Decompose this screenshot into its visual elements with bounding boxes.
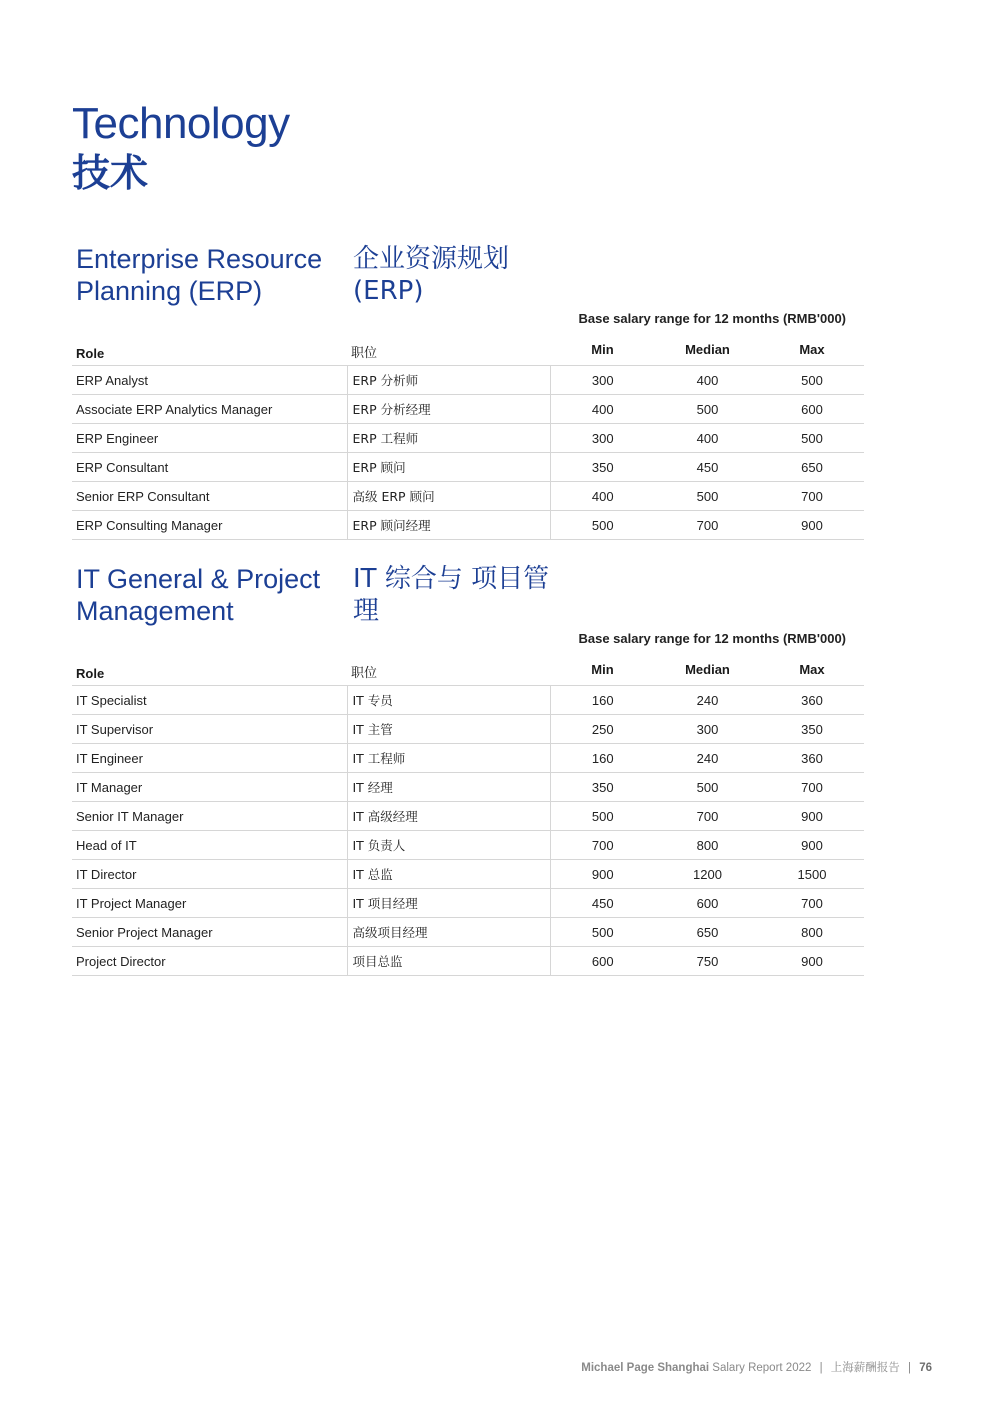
max-salary-cell: 700 bbox=[760, 773, 864, 802]
footer-brand: Michael Page Shanghai bbox=[581, 1362, 710, 1374]
table-row bbox=[72, 395, 864, 424]
role-zh-cell: IT 总监 bbox=[347, 860, 550, 889]
column-header-max: Max bbox=[760, 333, 864, 366]
section-heading-en: IT General & Project Management bbox=[76, 564, 321, 626]
role-zh-cell: IT 负责人 bbox=[347, 831, 550, 860]
role-zh-cell: IT 项目经理 bbox=[347, 889, 550, 918]
min-salary-cell: 160 bbox=[550, 744, 655, 773]
min-salary-cell: 300 bbox=[550, 424, 655, 453]
min-salary-cell: 350 bbox=[550, 773, 655, 802]
section-heading bbox=[72, 563, 864, 633]
min-salary-cell: 350 bbox=[550, 453, 655, 482]
role-cell: ERP Consultant bbox=[72, 453, 347, 482]
column-header-max: Max bbox=[760, 653, 864, 686]
max-salary-cell: 360 bbox=[760, 686, 864, 715]
min-salary-cell: 500 bbox=[550, 918, 655, 947]
median-salary-cell: 400 bbox=[655, 424, 760, 453]
role-zh-cell: ERP 分析师 bbox=[347, 366, 550, 395]
min-salary-cell: 500 bbox=[550, 802, 655, 831]
max-salary-cell: 900 bbox=[760, 511, 864, 540]
max-salary-cell: 360 bbox=[760, 744, 864, 773]
max-salary-cell: 500 bbox=[760, 366, 864, 395]
page-title-en: Technology bbox=[72, 99, 290, 148]
role-cell: Project Director bbox=[72, 947, 347, 976]
min-salary-cell: 700 bbox=[550, 831, 655, 860]
column-header-role: Role bbox=[72, 653, 347, 686]
table-row bbox=[72, 802, 864, 831]
role-cell: IT Project Manager bbox=[72, 889, 347, 918]
role-zh-cell: ERP 顾问经理 bbox=[347, 511, 550, 540]
max-salary-cell: 700 bbox=[760, 482, 864, 511]
role-zh-cell: ERP 工程师 bbox=[347, 424, 550, 453]
role-zh-cell: IT 工程师 bbox=[347, 744, 550, 773]
max-salary-cell: 900 bbox=[760, 802, 864, 831]
median-salary-cell: 500 bbox=[655, 482, 760, 511]
role-cell: IT Manager bbox=[72, 773, 347, 802]
min-salary-cell: 500 bbox=[550, 511, 655, 540]
max-salary-cell: 800 bbox=[760, 918, 864, 947]
median-salary-cell: 500 bbox=[655, 773, 760, 802]
max-salary-cell: 900 bbox=[760, 947, 864, 976]
role-cell: IT Supervisor bbox=[72, 715, 347, 744]
median-salary-cell: 450 bbox=[655, 453, 760, 482]
min-salary-cell: 400 bbox=[550, 395, 655, 424]
table-row bbox=[72, 860, 864, 889]
footer-report: Salary Report 2022 bbox=[712, 1362, 812, 1374]
role-zh-cell: IT 经理 bbox=[347, 773, 550, 802]
median-salary-cell: 600 bbox=[655, 889, 760, 918]
role-cell: ERP Consulting Manager bbox=[72, 511, 347, 540]
role-cell: Senior Project Manager bbox=[72, 918, 347, 947]
median-salary-cell: 1200 bbox=[655, 860, 760, 889]
min-salary-cell: 400 bbox=[550, 482, 655, 511]
role-zh-cell: ERP 顾问 bbox=[347, 453, 550, 482]
section-heading-en: Enterprise Resource Planning (ERP) bbox=[76, 244, 323, 306]
max-salary-cell: 900 bbox=[760, 831, 864, 860]
role-zh-cell: IT 高级经理 bbox=[347, 802, 550, 831]
table-row bbox=[72, 744, 864, 773]
role-cell: ERP Engineer bbox=[72, 424, 347, 453]
section-heading-zh: IT 综合与 项目管理 bbox=[353, 564, 550, 626]
role-cell: Senior ERP Consultant bbox=[72, 482, 347, 511]
role-cell: Senior IT Manager bbox=[72, 802, 347, 831]
role-cell: IT Engineer bbox=[72, 744, 347, 773]
it-section bbox=[72, 563, 864, 973]
table-row bbox=[72, 773, 864, 802]
column-header-median: Median bbox=[655, 333, 760, 366]
min-salary-cell: 600 bbox=[550, 947, 655, 976]
min-salary-cell: 250 bbox=[550, 715, 655, 744]
salary-range-caption: Base salary range for 12 months (RMB'000) bbox=[578, 631, 846, 646]
table-row bbox=[72, 453, 864, 482]
column-header-role-zh: 职位 bbox=[347, 333, 550, 366]
table-row bbox=[72, 366, 864, 395]
median-salary-cell: 240 bbox=[655, 686, 760, 715]
role-cell: ERP Analyst bbox=[72, 366, 347, 395]
footer-report-zh: 上海薪酬报告 bbox=[830, 1360, 900, 1374]
max-salary-cell: 1500 bbox=[760, 860, 864, 889]
role-zh-cell: 高级 ERP 顾问 bbox=[347, 482, 550, 511]
erp-salary-table bbox=[72, 333, 864, 540]
table-row bbox=[72, 715, 864, 744]
max-salary-cell: 500 bbox=[760, 424, 864, 453]
erp-section bbox=[72, 243, 864, 535]
role-cell: Associate ERP Analytics Manager bbox=[72, 395, 347, 424]
table-row bbox=[72, 686, 864, 715]
table-header-row bbox=[72, 333, 864, 366]
table-row bbox=[72, 482, 864, 511]
table-header-row bbox=[72, 653, 864, 686]
page-title-zh: 技术 bbox=[72, 151, 149, 195]
it-salary-table bbox=[72, 653, 864, 976]
max-salary-cell: 600 bbox=[760, 395, 864, 424]
table-row bbox=[72, 831, 864, 860]
table-row bbox=[72, 511, 864, 540]
footer-separator: | bbox=[819, 1362, 823, 1374]
median-salary-cell: 400 bbox=[655, 366, 760, 395]
section-heading bbox=[72, 243, 864, 313]
median-salary-cell: 240 bbox=[655, 744, 760, 773]
role-cell: Head of IT bbox=[72, 831, 347, 860]
role-zh-cell: 项目总监 bbox=[347, 947, 550, 976]
page-footer bbox=[581, 1359, 932, 1375]
max-salary-cell: 350 bbox=[760, 715, 864, 744]
column-header-role: Role bbox=[72, 333, 347, 366]
section-heading-zh: 企业资源规划 (ERP) bbox=[353, 244, 510, 306]
max-salary-cell: 650 bbox=[760, 453, 864, 482]
salary-range-caption: Base salary range for 12 months (RMB'000) bbox=[578, 311, 846, 326]
table-row bbox=[72, 889, 864, 918]
role-cell: IT Director bbox=[72, 860, 347, 889]
median-salary-cell: 650 bbox=[655, 918, 760, 947]
role-zh-cell: 高级项目经理 bbox=[347, 918, 550, 947]
role-zh-cell: IT 主管 bbox=[347, 715, 550, 744]
column-header-role-zh: 职位 bbox=[347, 653, 550, 686]
median-salary-cell: 800 bbox=[655, 831, 760, 860]
median-salary-cell: 700 bbox=[655, 511, 760, 540]
role-cell: IT Specialist bbox=[72, 686, 347, 715]
table-row bbox=[72, 424, 864, 453]
table-row bbox=[72, 947, 864, 976]
median-salary-cell: 750 bbox=[655, 947, 760, 976]
median-salary-cell: 300 bbox=[655, 715, 760, 744]
min-salary-cell: 300 bbox=[550, 366, 655, 395]
median-salary-cell: 500 bbox=[655, 395, 760, 424]
table-row bbox=[72, 918, 864, 947]
column-header-min: Min bbox=[550, 333, 655, 366]
min-salary-cell: 450 bbox=[550, 889, 655, 918]
footer-separator: | bbox=[908, 1362, 911, 1374]
median-salary-cell: 700 bbox=[655, 802, 760, 831]
column-header-min: Min bbox=[550, 653, 655, 686]
max-salary-cell: 700 bbox=[760, 889, 864, 918]
min-salary-cell: 160 bbox=[550, 686, 655, 715]
page-title bbox=[72, 98, 290, 196]
role-zh-cell: IT 专员 bbox=[347, 686, 550, 715]
role-zh-cell: ERP 分析经理 bbox=[347, 395, 550, 424]
min-salary-cell: 900 bbox=[550, 860, 655, 889]
column-header-median: Median bbox=[655, 653, 760, 686]
page-number: 76 bbox=[919, 1362, 932, 1374]
